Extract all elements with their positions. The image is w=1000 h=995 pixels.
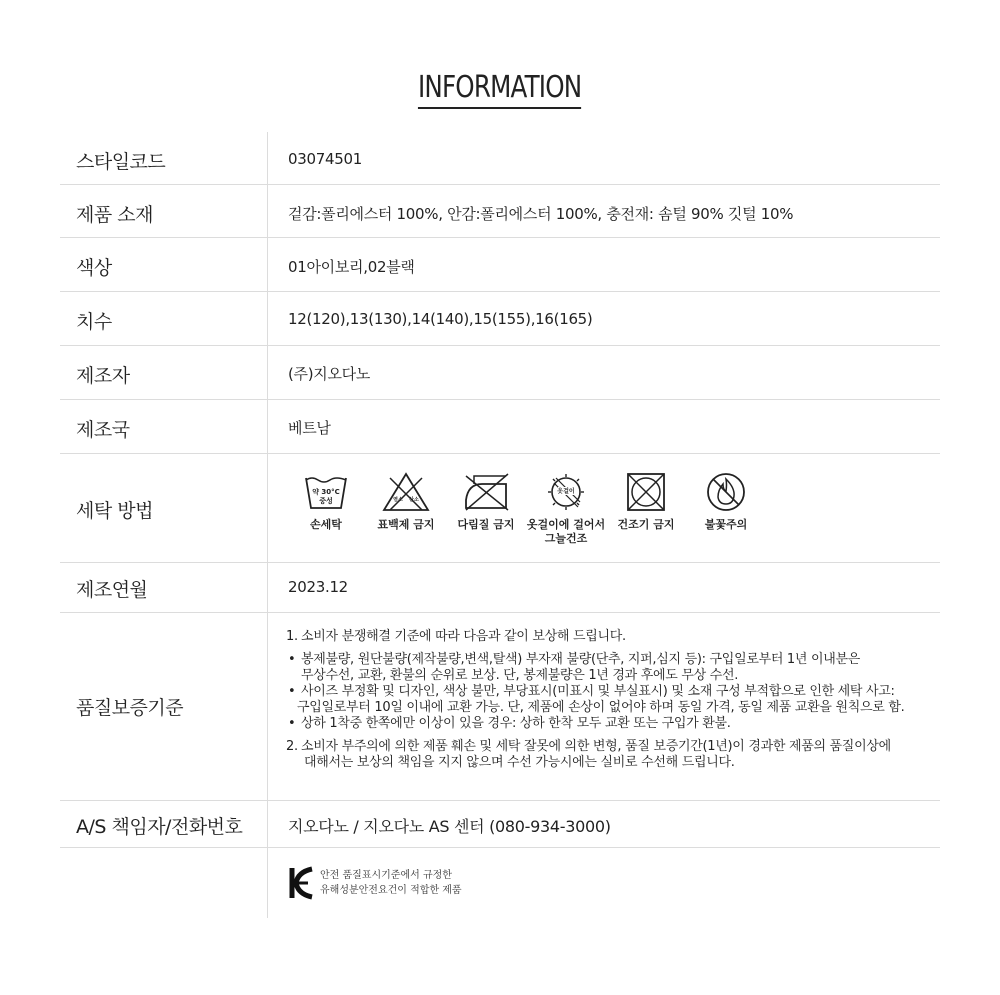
column-divider bbox=[267, 292, 268, 345]
quality-bullet-2-line2: 구입일로부터 10일 이내에 교환 가능. 단, 제품에 손상이 없어야 하며 동일 가격, 동일 제품 교환을 원칙으로 함. bbox=[297, 700, 905, 715]
column-divider bbox=[267, 132, 268, 184]
hand-wash-caption: 손세탁 bbox=[310, 518, 342, 531]
row-washing bbox=[60, 454, 940, 563]
hang-dry-caption-line1: 옷걸이에 걸어서 bbox=[526, 518, 606, 531]
column-divider bbox=[267, 185, 268, 237]
country-value: 베트남 bbox=[288, 419, 331, 437]
kc-certification bbox=[288, 866, 462, 900]
row-material bbox=[60, 185, 940, 238]
as-label: A/S 책임자/전화번호 bbox=[76, 816, 243, 838]
care-icons bbox=[286, 472, 766, 546]
row-date bbox=[60, 563, 940, 613]
quality-bullet-2-line1: 사이즈 부정확 및 디자인, 색상 불만, 부당표시(미표시 및 부실표시) 및 소재 구성 부적합으로 인한 세탁 사고: bbox=[301, 684, 895, 699]
row-as bbox=[60, 801, 940, 848]
quality-bullet-1 bbox=[286, 652, 936, 684]
quality-item-2 bbox=[286, 739, 936, 771]
color-value: 01아이보리,02블랙 bbox=[288, 258, 415, 276]
column-divider bbox=[267, 563, 268, 612]
info-table bbox=[60, 132, 940, 918]
size-label: 치수 bbox=[76, 311, 112, 333]
quality-bullet-3 bbox=[286, 716, 936, 732]
quality-item-2-marker: 2. bbox=[286, 739, 298, 754]
kc-line2: 유해성분안전요건이 적합한 제품 bbox=[320, 885, 462, 896]
manufacturer-label: 제조자 bbox=[76, 365, 130, 387]
no-bleach-icon bbox=[382, 472, 430, 512]
hand-wash-detergent: 중성 bbox=[319, 497, 333, 505]
row-country bbox=[60, 400, 940, 454]
quality-text bbox=[286, 629, 936, 771]
quality-bullet-1-marker: • bbox=[288, 652, 296, 667]
date-label: 제조연월 bbox=[76, 579, 148, 601]
date-value: 2023.12 bbox=[288, 578, 348, 596]
no-bleach-caption: 표백제 금지 bbox=[377, 518, 435, 531]
kc-text bbox=[320, 868, 462, 898]
quality-bullet-2-marker: • bbox=[288, 684, 296, 699]
color-label: 색상 bbox=[76, 257, 112, 279]
quality-bullet-1-line2: 무상수선, 교환, 환불의 순위로 보상. 단, 봉제불량은 1년 경과 후에도 무상 수선. bbox=[301, 668, 739, 683]
column-divider bbox=[267, 400, 268, 453]
column-divider bbox=[267, 454, 268, 562]
quality-bullet-3-marker: • bbox=[288, 716, 296, 731]
care-hand-wash bbox=[286, 472, 366, 546]
style-code-label: 스타일코드 bbox=[76, 151, 166, 173]
column-divider bbox=[267, 848, 268, 918]
country-label: 제조국 bbox=[76, 419, 130, 441]
quality-item-1-text: 소비자 분쟁해결 기준에 따라 다음과 같이 보상해 드립니다. bbox=[301, 629, 626, 644]
manufacturer-value: (주)지오다노 bbox=[288, 365, 371, 383]
material-label: 제품 소재 bbox=[76, 204, 153, 226]
no-tumble-dry-icon bbox=[622, 472, 670, 512]
information-title-wrap bbox=[0, 70, 1000, 109]
care-no-tumble-dry bbox=[606, 472, 686, 546]
row-manufacturer bbox=[60, 346, 940, 400]
hang-dry-caption-line2: 그늘건조 bbox=[544, 532, 588, 545]
care-hang-dry bbox=[526, 472, 606, 546]
row-quality bbox=[60, 613, 940, 801]
washing-label: 세탁 방법 bbox=[76, 500, 153, 522]
column-divider bbox=[267, 346, 268, 399]
no-tumble-dry-caption: 건조기 금지 bbox=[617, 518, 675, 531]
hang-dry-label: 옷걸이 bbox=[557, 488, 575, 495]
row-style-code bbox=[60, 132, 940, 185]
size-value: 12(120),13(130),14(140),15(155),16(165) bbox=[288, 310, 593, 328]
quality-item-1 bbox=[286, 629, 936, 645]
quality-item-2-line2: 대해서는 보상의 책임을 지지 않으며 수선 가능시에는 실비로 수선해 드립니다. bbox=[304, 755, 735, 770]
information-title: INFORMATION bbox=[418, 70, 581, 109]
no-iron-icon bbox=[462, 472, 510, 512]
quality-label: 품질보증기준 bbox=[76, 697, 184, 719]
hand-wash-icon bbox=[304, 472, 348, 512]
style-code-value: 03074501 bbox=[288, 150, 362, 168]
hang-dry-shade-icon bbox=[542, 472, 590, 512]
no-iron-caption: 다림질 금지 bbox=[457, 518, 515, 531]
flammable-caption: 불꽃주의 bbox=[704, 518, 748, 531]
as-value: 지오다노 / 지오다노 AS 센터 (080-934-3000) bbox=[288, 817, 611, 836]
care-flammable bbox=[686, 472, 766, 546]
quality-item-1-marker: 1. bbox=[286, 629, 298, 644]
material-value: 겉감:폴리에스터 100%, 안감:폴리에스터 100%, 충전재: 솜털 90% 깃털 10% bbox=[288, 205, 794, 223]
column-divider bbox=[267, 238, 268, 291]
quality-bullet-3-text: 상하 1착중 한쪽에만 이상이 있을 경우: 상하 한착 모두 교환 또는 구입가 환불. bbox=[301, 716, 731, 731]
row-color bbox=[60, 238, 940, 292]
kc-mark-icon bbox=[288, 866, 314, 900]
flammable-icon bbox=[702, 472, 750, 512]
row-size bbox=[60, 292, 940, 346]
bleach-oxygen-text: 산소 bbox=[409, 497, 419, 503]
bleach-chlorine-text: 염소 bbox=[393, 497, 403, 503]
column-divider bbox=[267, 613, 268, 800]
quality-bullet-2 bbox=[286, 684, 936, 716]
quality-item-2-line1: 소비자 부주의에 의한 제품 훼손 및 세탁 잘못에 의한 변형, 품질 보증기간(1년)이 경과한 제품의 품질이상에 bbox=[301, 739, 891, 754]
care-no-bleach bbox=[366, 472, 446, 546]
column-divider bbox=[267, 801, 268, 847]
row-kc bbox=[60, 848, 940, 918]
quality-bullet-1-line1: 봉제불량, 원단불량(제작불량,변색,탈색) 부자재 불량(단추, 지퍼,심지 등): 구입일로부터 1년 이내분은 bbox=[301, 652, 861, 667]
care-no-iron bbox=[446, 472, 526, 546]
hang-dry-caption bbox=[527, 518, 605, 546]
kc-line1: 안전 품질표시기준에서 규정한 bbox=[320, 870, 452, 881]
hand-wash-temp: 약 30°C bbox=[312, 488, 340, 496]
